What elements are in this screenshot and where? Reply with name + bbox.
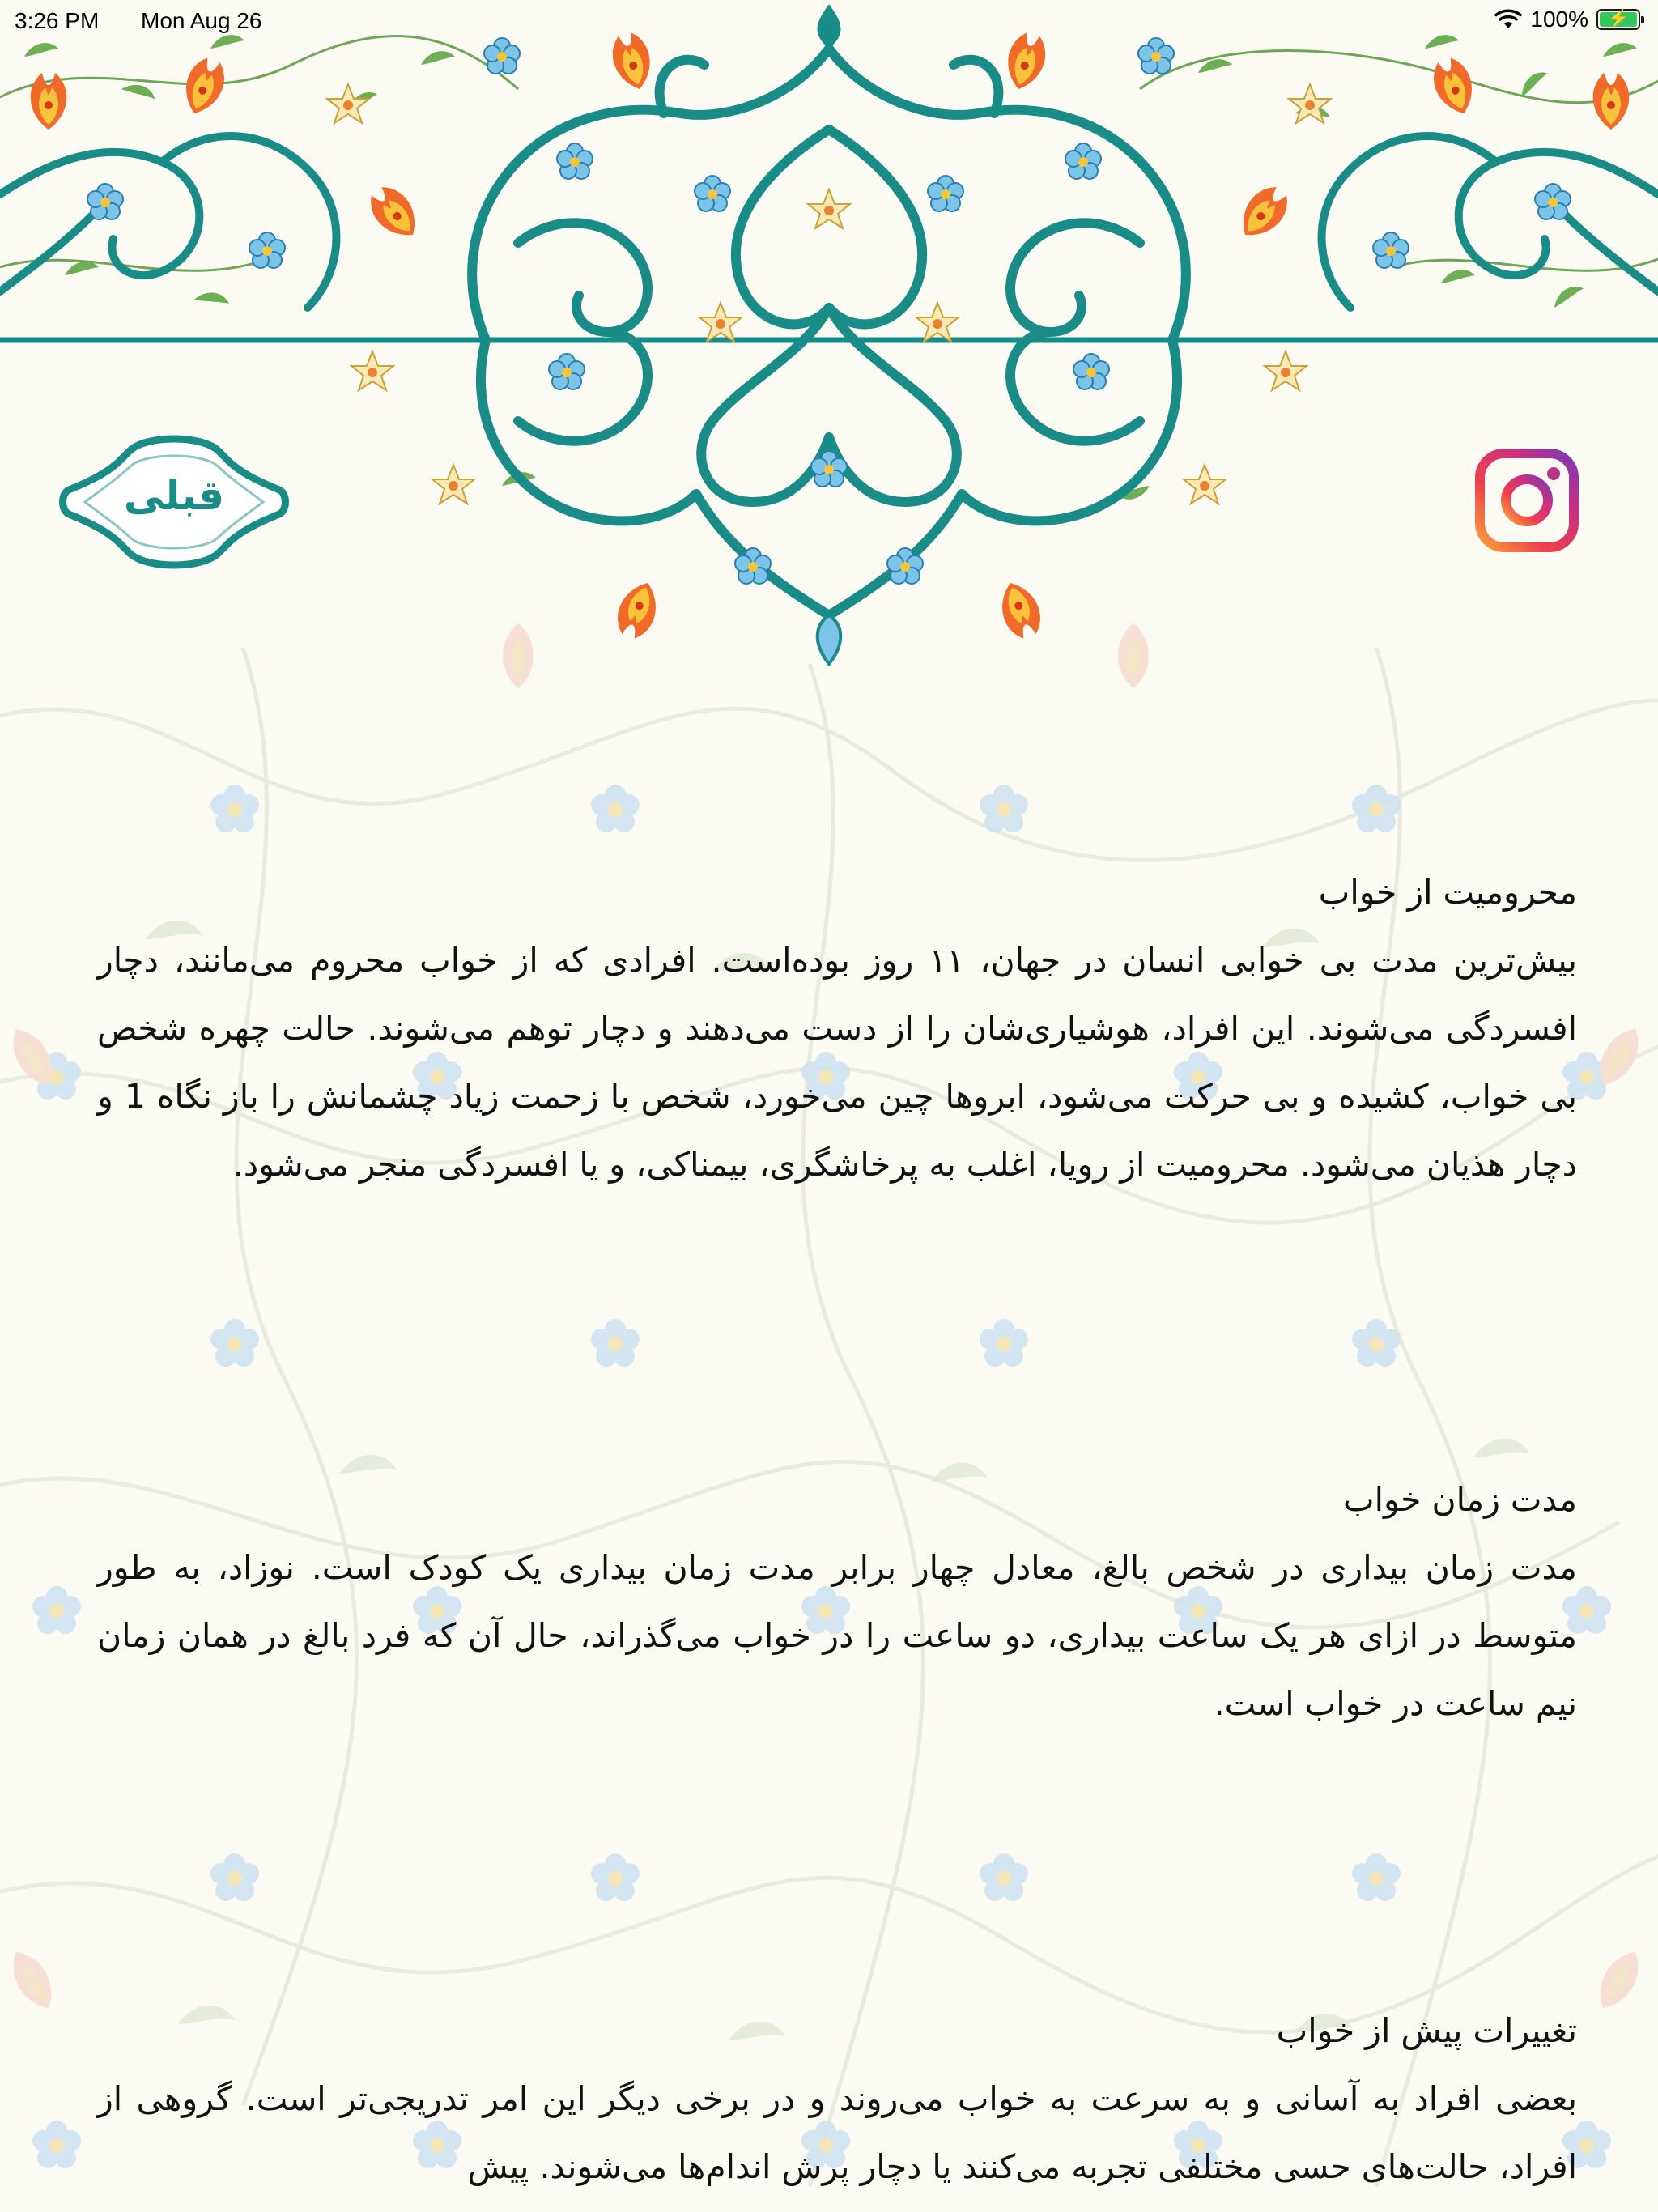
status-bar [0, 0, 1658, 42]
section-title: مدت زمان خواب [1342, 1480, 1577, 1519]
section-sleep-duration [97, 1465, 1577, 1738]
battery-percent: 100% [1530, 6, 1588, 32]
instagram-icon[interactable] [1473, 447, 1580, 554]
status-indicators [1494, 6, 1640, 32]
section-body: بعضی افراد به آسانی و به سرعت به خواب می‌روند و در برخی دیگر این امر تدریجی‌تر است. گروهی از افراد، حالت‌های حسی مختلفی تجربه می‌کنند یا دچار پرش اندام‌ها می‌شوند. پیش [97, 2079, 1577, 2186]
section-body: مدت زمان بیداری در شخص بالغ، معادل چهار برابر مدت زمان بیداری یک کودک است. نوزاد، به طور متوسط در ازای هر یک ساعت بیداری، دو ساعت را در خواب می‌گذراند، حال آن که فرد بالغ در همان زمان نیم ساعت در خواب است. [97, 1548, 1577, 1723]
article-content [97, 858, 1577, 2201]
section-title: محرومیت از خواب [1318, 873, 1577, 912]
battery-icon: ⚡ [1596, 9, 1640, 30]
section-pre-sleep-changes [97, 1997, 1577, 2201]
section-sleep-deprivation [97, 858, 1577, 1198]
section-body: بیش‌ترین مدت بی خوابی انسان در جهان، ۱۱ روز بوده‌است. افرادی که از خواب محروم می‌مانند، دچار افسردگی می‌شوند. این افراد، هوشیاری‌شان را از دست می‌دهند و دچار توهم می‌شوند. حالت چهره شخص بی خواب، کشیده و بی حرکت می‌شود، ابروها چین می‌خورد، شخص با زحمت زیاد چشمانش را باز نگاه 1 و دچار هذیان می‌شود. محرومیت از رویا، اغلب به پرخاشگری، بیمناکی، و یا افسردگی منجر می‌شود. [97, 941, 1577, 1184]
status-time: 3:26 PM [15, 8, 100, 33]
back-button[interactable] [57, 433, 291, 571]
wifi-icon [1494, 9, 1522, 30]
status-date: Mon Aug 26 [141, 8, 262, 33]
section-title: تغییرات پیش از خواب [1276, 2011, 1577, 2050]
header-ornament [0, 0, 1658, 696]
back-button-label: قبلی [123, 472, 225, 519]
